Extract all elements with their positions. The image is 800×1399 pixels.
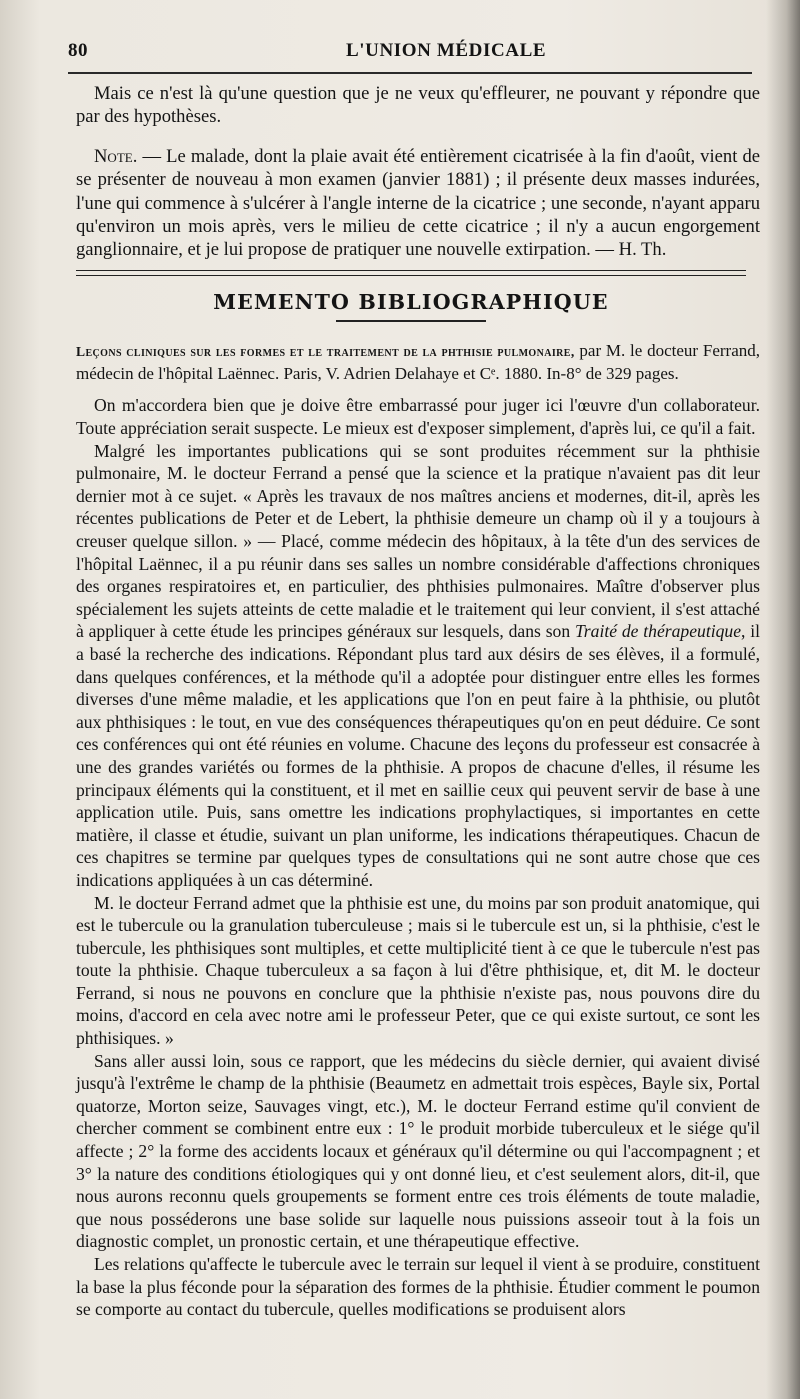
note-text: — Le malade, dont la plaie avait été entièrement cicatrisée à la fin d'août, vient de se présenter de nouveau à mon examen (janvier 1881) ; il présente deux masses indurées, l'une qui commence à s'ulcérer à l'angle interne de la cicatrice ; une seconde, n'ayant apparu qu'environ un mois après, vers le milieu de cette cicatrice ; il n'y a aucun engorgement ganglionnaire, et je lui propose de pratiquer une nouvelle extirpation. — H. Th.	[76, 145, 760, 261]
intro-paragraph: Mais ce n'est là qu'une question que je ne veux qu'effleurer, ne pouvant y répondre que par des hypothèses.	[76, 83, 760, 128]
running-head	[68, 36, 760, 68]
reference-title: Leçons cliniques sur les formes et le traitement de la phthisie pulmonaire,	[76, 343, 575, 359]
title-underline	[336, 320, 486, 322]
review-body	[76, 394, 760, 1320]
page-number: 80	[68, 40, 88, 61]
review-paragraph: Les relations qu'affecte le tubercule avec le terrain sur lequel il vient à se produire, constituent la base la plus féconde pour la séparation des formes de la phthisie. Étudier comment le poumon se comporte au contact du tubercule, quelles modifications se produisent alors	[76, 1254, 760, 1320]
review-paragraph-with-italic	[76, 440, 760, 892]
review-paragraph: M. le docteur Ferrand admet que la phthisie est une, du moins par son produit anatomique, qui est le tubercule ou la granulation tuberculeuse ; mais si le tubercule est un, si la phthisie, c'est le tubercule, les phthisiques sont multiples, et cette multiplicité tient à ce que le tubercule n'est pas toute la phthisie. Chaque tuberculeux a sa façon à lui d'être phthisique, et, dit M. le docteur Ferrand, si nous ne pouvons en conclure que la phthisie n'existe pas, nous pouvons dire du moins, d'accord en cela avec notre ami le professeur Peter, que ce qui existe surtout, ce sont les phthisiques. »	[76, 892, 760, 1049]
review-paragraph-text: Malgré les importantes publications qui se sont produites récemment sur la phthisie pulmonaire, M. le docteur Ferrand a pensé que la science et la pratique n'avaient pas dit leur dernier mot à ce sujet. « Après les travaux de nos maîtres anciens et modernes, dit-il, après les récentes publications de Peter et de Lebert, la phthisie demeure un champ où il y a toujours à creuser quelque sillon. » — Placé, comme médecin des hôpitaux, à la tête d'un des services de l'hôpital Laënnec, il a pu réunir dans ses salles un nombre considérable d'affections chroniques des organes respiratoires et, en particulier, des phthisies pulmonaires. Maître d'observer plus spécialement les sujets atteints de cette maladie et le traitement qui leur convient, il s'est attaché à appliquer à cette étude les principes généraux sur lesquels, dans son	[76, 440, 760, 642]
section-double-rule	[76, 270, 746, 276]
italic-continuation: de thérapeutique	[621, 621, 742, 642]
section-title: MEMENTO BIBLIOGRAPHIQUE	[213, 289, 609, 314]
page-edge-shadow	[766, 0, 800, 1399]
review-paragraph: On m'accordera bien que je doive être embarrassé pour juger ici l'œuvre d'un collaborateur. Toute appréciation serait suspecte. Le mieux est d'exposer simplement, d'après lui, ce qu'il a fait.	[76, 395, 760, 439]
reference-details: par M. le docteur Ferrand, médecin de l'hôpital Laënnec. Paris, V. Adrien Delahaye et Cᵉ. 1880. In-8° de 329 pages.	[76, 340, 760, 383]
note-paragraph	[76, 145, 760, 262]
review-paragraph-text: , il a basé la recherche des indications. Répondant plus tard aux désirs de ses élèves, il a formulé, dans quelques conférences, et la méthode qu'il a adoptée pour distinguer entre elles les formes diverses d'une même maladie, et les applications que l'on en peut faire à la phthisie, ou plutôt aux phthisiques : le tout, en vue des conséquences thérapeutiques qu'on en peut déduire. Ce sont ces conférences qui ont été réunies en volume. Chacune des leçons du professeur est consacrée à une des grandes variétés ou formes de la phthisie. A propos de chacune d'elles, il résume les principaux éléments qui la constituent, et il met en saillie ceux qui peuvent servir de base à une application utile. Puis, sans omettre les indications prophylactiques, si importantes en cette matière, il classe et étudie, suivant un plan uniforme, les indications thérapeutiques. Chacun de ces chapitres se termine par quelques types de consultations qui ne sont autre chose que ces indications appliquées à un cas déterminé.	[76, 621, 761, 890]
review-paragraph: Sans aller aussi loin, sous ce rapport, que les médecins du siècle dernier, qui avaient divisé jusqu'à l'extrême le champ de la phthisie (Beaumetz en admettait trois espèces, Bayle six, Portal quatorze, Morton seize, Sauvages vingt, etc.), M. le docteur Ferrand estime qu'il convient de chercher comment se combinent entre eux : 1° le produit morbide tuberculeux et le siége qu'il affecte ; 2° la forme des accidents locaux et généraux qu'il détermine ou qui l'accompagnent ; et 3° la nature des conditions étiologiques qui y ont donné lieu, et c'est seulement alors, dit-il, que nous aurons reconnu quels groupements se forment entre ces trois éléments de toute maladie, que nous posséderons une base solide sur laquelle nous puissions asseoir tout à la fois un diagnostic complet, un pronostic certain, et une thérapeutique effective.	[76, 1050, 760, 1252]
reference-entry	[76, 340, 760, 385]
italic-title: Traité	[574, 621, 618, 642]
journal-title: L'UNION MÉDICALE	[346, 40, 547, 61]
note-label: Note.	[94, 145, 138, 167]
header-rule	[68, 72, 752, 74]
